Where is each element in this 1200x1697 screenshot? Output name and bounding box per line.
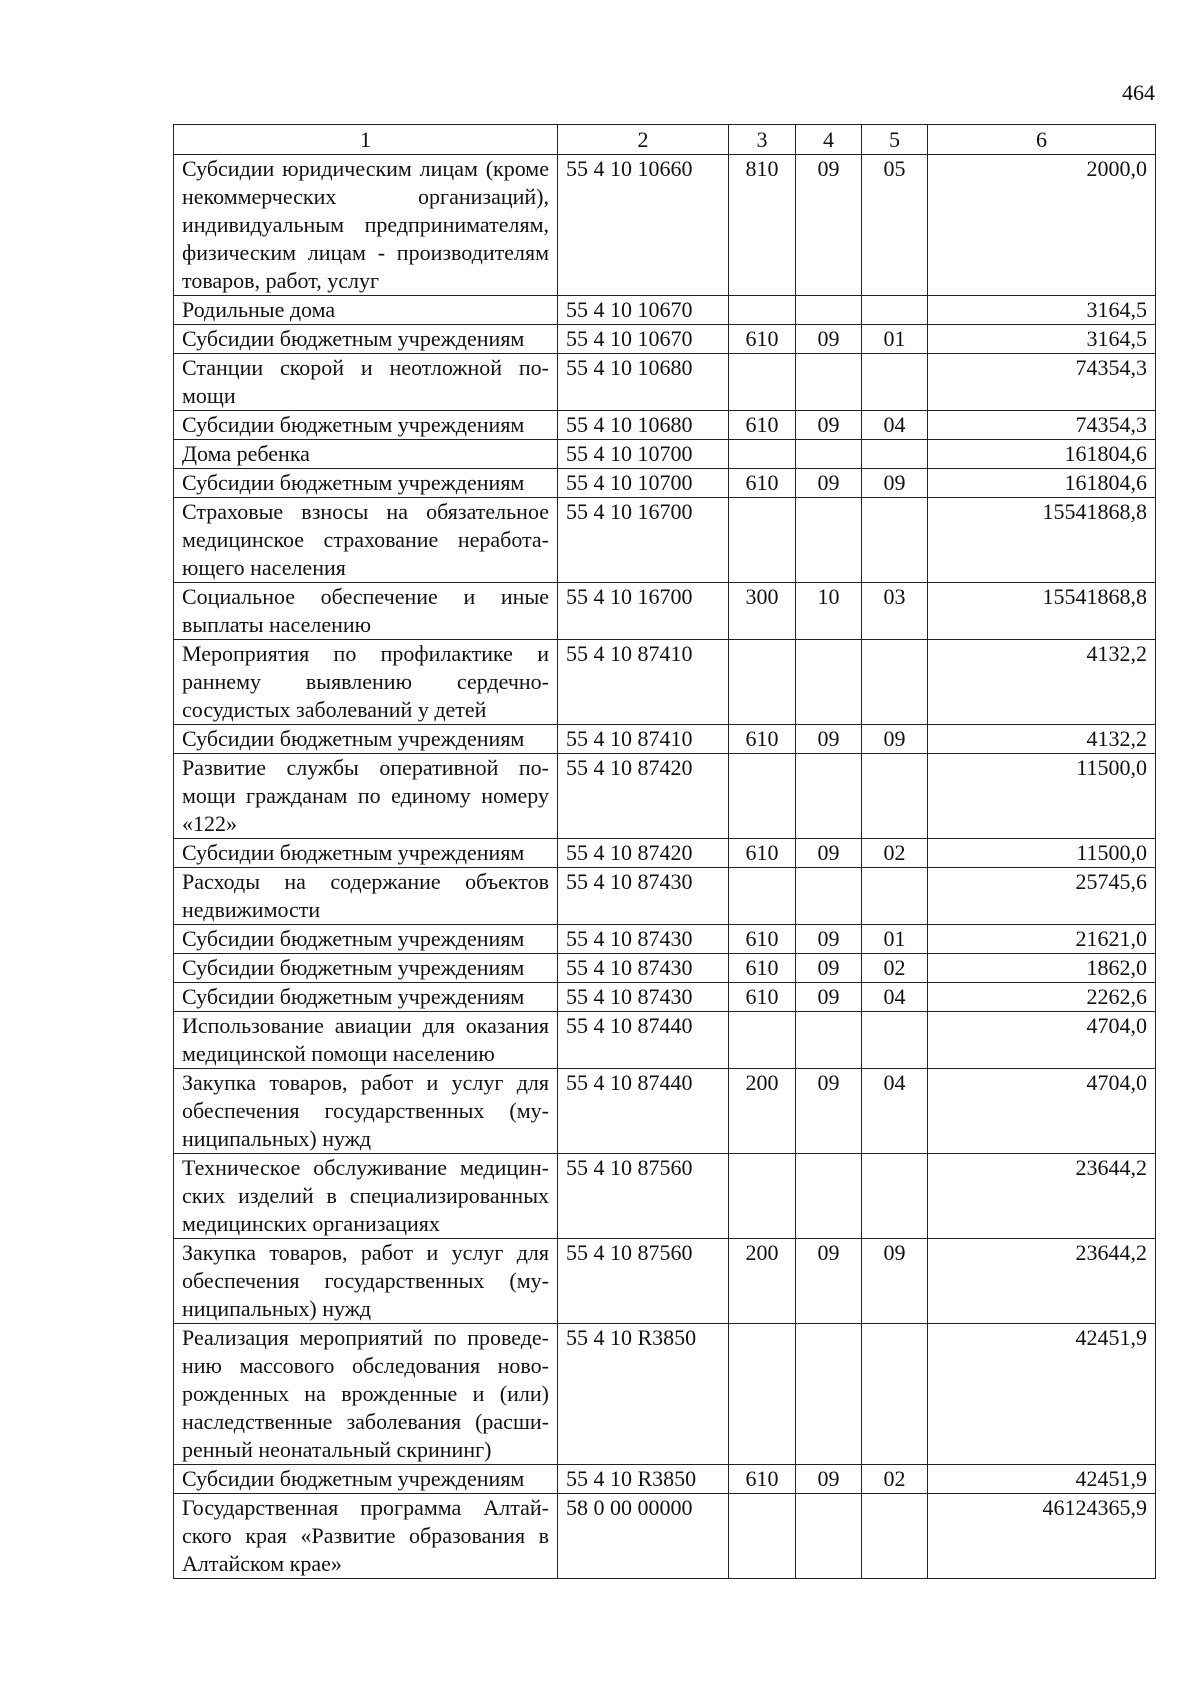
row-code: 55 4 10 87560 <box>558 1239 729 1324</box>
row-subsection <box>862 498 928 583</box>
table-row <box>174 325 1156 354</box>
row-name: Субсидии юридическим лицам (кроме некоммерческих организаций), индивидуальным предпринимателям, физическим лицам - производителям товаров, работ, услуг <box>174 155 558 296</box>
row-expense-type <box>729 640 796 725</box>
budget-table <box>173 124 1156 1579</box>
header-col-5: 5 <box>862 125 928 155</box>
row-subsection: 03 <box>862 583 928 640</box>
row-section: 09 <box>796 1239 862 1324</box>
row-expense-type <box>729 354 796 411</box>
row-code: 55 4 10 10680 <box>558 354 729 411</box>
row-section: 09 <box>796 925 862 954</box>
row-name: Субсидии бюджетным учреждениям <box>174 725 558 754</box>
row-code: 55 4 10 10660 <box>558 155 729 296</box>
table-row <box>174 440 1156 469</box>
row-code: 55 4 10 R3850 <box>558 1465 729 1494</box>
row-amount: 23644,2 <box>928 1239 1156 1324</box>
row-code: 55 4 10 R3850 <box>558 1324 729 1465</box>
row-name: Реализация мероприятий по проведению массового обследования новорожденных на врожденные и (или) наследственные заболевания (расширенный неонатальный скрининг) <box>174 1324 558 1465</box>
row-name: Субсидии бюджетным учреждениям <box>174 839 558 868</box>
row-name: Субсидии бюджетным учреждениям <box>174 925 558 954</box>
row-section <box>796 1494 862 1579</box>
table-row <box>174 725 1156 754</box>
row-amount: 46124365,9 <box>928 1494 1156 1579</box>
row-code: 55 4 10 87410 <box>558 640 729 725</box>
table-row <box>174 583 1156 640</box>
row-subsection: 04 <box>862 983 928 1012</box>
row-expense-type <box>729 1012 796 1069</box>
row-subsection <box>862 1324 928 1465</box>
row-name: Субсидии бюджетным учреждениям <box>174 325 558 354</box>
row-subsection: 05 <box>862 155 928 296</box>
row-amount: 3164,5 <box>928 325 1156 354</box>
row-expense-type: 610 <box>729 954 796 983</box>
header-col-2: 2 <box>558 125 729 155</box>
table-row <box>174 1324 1156 1465</box>
header-row <box>174 125 1156 155</box>
header-col-3: 3 <box>729 125 796 155</box>
row-code: 55 4 10 16700 <box>558 583 729 640</box>
table-row <box>174 1465 1156 1494</box>
row-section <box>796 1324 862 1465</box>
row-name: Станции скорой и неотложной помощи <box>174 354 558 411</box>
row-amount: 161804,6 <box>928 440 1156 469</box>
row-code: 55 4 10 10680 <box>558 411 729 440</box>
row-amount: 2000,0 <box>928 155 1156 296</box>
row-expense-type: 610 <box>729 839 796 868</box>
row-expense-type: 610 <box>729 411 796 440</box>
row-expense-type: 610 <box>729 325 796 354</box>
row-code: 55 4 10 10700 <box>558 440 729 469</box>
table-row <box>174 640 1156 725</box>
row-amount: 15541868,8 <box>928 498 1156 583</box>
row-code: 55 4 10 87430 <box>558 983 729 1012</box>
row-amount: 11500,0 <box>928 839 1156 868</box>
row-section <box>796 440 862 469</box>
row-amount: 74354,3 <box>928 354 1156 411</box>
row-section: 09 <box>796 1465 862 1494</box>
table-row <box>174 1154 1156 1239</box>
table-row <box>174 868 1156 925</box>
row-subsection <box>862 354 928 411</box>
row-section: 09 <box>796 983 862 1012</box>
row-section: 10 <box>796 583 862 640</box>
row-section <box>796 868 862 925</box>
row-section <box>796 498 862 583</box>
row-code: 55 4 10 10670 <box>558 296 729 325</box>
row-code: 55 4 10 87430 <box>558 954 729 983</box>
row-name: Использование авиации для оказания медицинской помощи населению <box>174 1012 558 1069</box>
row-subsection <box>862 868 928 925</box>
row-section <box>796 354 862 411</box>
row-name: Закупка товаров, работ и услуг для обеспечения государственных (муниципальных) нужд <box>174 1239 558 1324</box>
row-section: 09 <box>796 411 862 440</box>
row-section <box>796 640 862 725</box>
row-expense-type <box>729 440 796 469</box>
row-amount: 21621,0 <box>928 925 1156 954</box>
row-amount: 4132,2 <box>928 640 1156 725</box>
row-name: Субсидии бюджетным учреждениям <box>174 411 558 440</box>
row-code: 55 4 10 87430 <box>558 925 729 954</box>
row-name: Закупка товаров, работ и услуг для обеспечения государственных (муниципальных) нужд <box>174 1069 558 1154</box>
row-subsection <box>862 1154 928 1239</box>
row-name: Социальное обеспечение и иные выплаты населению <box>174 583 558 640</box>
page-number: 464 <box>1122 80 1155 105</box>
table-row <box>174 925 1156 954</box>
table-row <box>174 1494 1156 1579</box>
row-expense-type <box>729 296 796 325</box>
row-amount: 74354,3 <box>928 411 1156 440</box>
row-code: 55 4 10 87560 <box>558 1154 729 1239</box>
row-amount: 23644,2 <box>928 1154 1156 1239</box>
row-name: Техническое обслуживание медицинских изделий в специализированных медицинских организациях <box>174 1154 558 1239</box>
row-name: Развитие службы оперативной помощи гражданам по единому номеру «122» <box>174 754 558 839</box>
row-section <box>796 1154 862 1239</box>
table-row <box>174 411 1156 440</box>
row-code: 55 4 10 87410 <box>558 725 729 754</box>
table-row <box>174 354 1156 411</box>
row-code: 55 4 10 87420 <box>558 839 729 868</box>
row-subsection: 09 <box>862 725 928 754</box>
table-row <box>174 1069 1156 1154</box>
row-subsection <box>862 754 928 839</box>
row-expense-type <box>729 1154 796 1239</box>
row-section <box>796 754 862 839</box>
row-expense-type: 610 <box>729 469 796 498</box>
row-section: 09 <box>796 325 862 354</box>
table-row <box>174 1239 1156 1324</box>
row-subsection: 09 <box>862 469 928 498</box>
row-section: 09 <box>796 1069 862 1154</box>
row-name: Страховые взносы на обязательное медицинское страхование неработающего населения <box>174 498 558 583</box>
row-subsection: 01 <box>862 925 928 954</box>
row-amount: 2262,6 <box>928 983 1156 1012</box>
row-subsection: 04 <box>862 1069 928 1154</box>
row-amount: 3164,5 <box>928 296 1156 325</box>
row-amount: 161804,6 <box>928 469 1156 498</box>
row-name: Родильные дома <box>174 296 558 325</box>
row-name: Субсидии бюджетным учреждениям <box>174 954 558 983</box>
row-section: 09 <box>796 469 862 498</box>
row-section: 09 <box>796 155 862 296</box>
header-col-1: 1 <box>174 125 558 155</box>
row-section: 09 <box>796 954 862 983</box>
row-amount: 4132,2 <box>928 725 1156 754</box>
row-amount: 11500,0 <box>928 754 1156 839</box>
row-amount: 4704,0 <box>928 1012 1156 1069</box>
row-amount: 1862,0 <box>928 954 1156 983</box>
row-code: 55 4 10 10700 <box>558 469 729 498</box>
row-amount: 42451,9 <box>928 1324 1156 1465</box>
table-row <box>174 1012 1156 1069</box>
row-subsection: 02 <box>862 954 928 983</box>
row-expense-type: 300 <box>729 583 796 640</box>
row-amount: 15541868,8 <box>928 583 1156 640</box>
row-amount: 42451,9 <box>928 1465 1156 1494</box>
table-row <box>174 296 1156 325</box>
row-name: Субсидии бюджетным учреждениям <box>174 983 558 1012</box>
row-subsection <box>862 440 928 469</box>
row-expense-type: 610 <box>729 983 796 1012</box>
row-section <box>796 296 862 325</box>
row-code: 55 4 10 87420 <box>558 754 729 839</box>
table-row <box>174 469 1156 498</box>
row-name: Субсидии бюджетным учреждениям <box>174 1465 558 1494</box>
row-expense-type: 610 <box>729 1465 796 1494</box>
row-expense-type: 200 <box>729 1069 796 1154</box>
row-expense-type <box>729 1324 796 1465</box>
row-code: 55 4 10 87430 <box>558 868 729 925</box>
row-name: Мероприятия по профилактике и раннему выявлению сердечнососудистых заболеваний у детей <box>174 640 558 725</box>
row-name: Государственная программа Алтайского края «Развитие образования в Алтайском крае» <box>174 1494 558 1579</box>
row-subsection: 02 <box>862 1465 928 1494</box>
row-section <box>796 1012 862 1069</box>
row-expense-type <box>729 754 796 839</box>
row-subsection: 09 <box>862 1239 928 1324</box>
row-amount: 4704,0 <box>928 1069 1156 1154</box>
header-col-4: 4 <box>796 125 862 155</box>
row-expense-type <box>729 498 796 583</box>
row-expense-type: 200 <box>729 1239 796 1324</box>
row-name: Расходы на содержание объектов недвижимости <box>174 868 558 925</box>
row-name: Субсидии бюджетным учреждениям <box>174 469 558 498</box>
row-name: Дома ребенка <box>174 440 558 469</box>
row-expense-type <box>729 1494 796 1579</box>
row-subsection: 02 <box>862 839 928 868</box>
table-row <box>174 498 1156 583</box>
row-code: 55 4 10 87440 <box>558 1069 729 1154</box>
row-subsection <box>862 1494 928 1579</box>
row-subsection <box>862 640 928 725</box>
row-expense-type <box>729 868 796 925</box>
row-expense-type: 610 <box>729 725 796 754</box>
table-row <box>174 954 1156 983</box>
row-subsection: 04 <box>862 411 928 440</box>
header-col-6: 6 <box>928 125 1156 155</box>
table-row <box>174 839 1156 868</box>
row-amount: 25745,6 <box>928 868 1156 925</box>
row-section: 09 <box>796 725 862 754</box>
table-body <box>174 155 1156 1579</box>
row-subsection <box>862 1012 928 1069</box>
table-row <box>174 983 1156 1012</box>
row-section: 09 <box>796 839 862 868</box>
table-row <box>174 155 1156 296</box>
row-code: 58 0 00 00000 <box>558 1494 729 1579</box>
row-subsection <box>862 296 928 325</box>
row-expense-type: 610 <box>729 925 796 954</box>
row-expense-type: 810 <box>729 155 796 296</box>
row-code: 55 4 10 10670 <box>558 325 729 354</box>
row-code: 55 4 10 87440 <box>558 1012 729 1069</box>
table-row <box>174 754 1156 839</box>
row-code: 55 4 10 16700 <box>558 498 729 583</box>
row-subsection: 01 <box>862 325 928 354</box>
